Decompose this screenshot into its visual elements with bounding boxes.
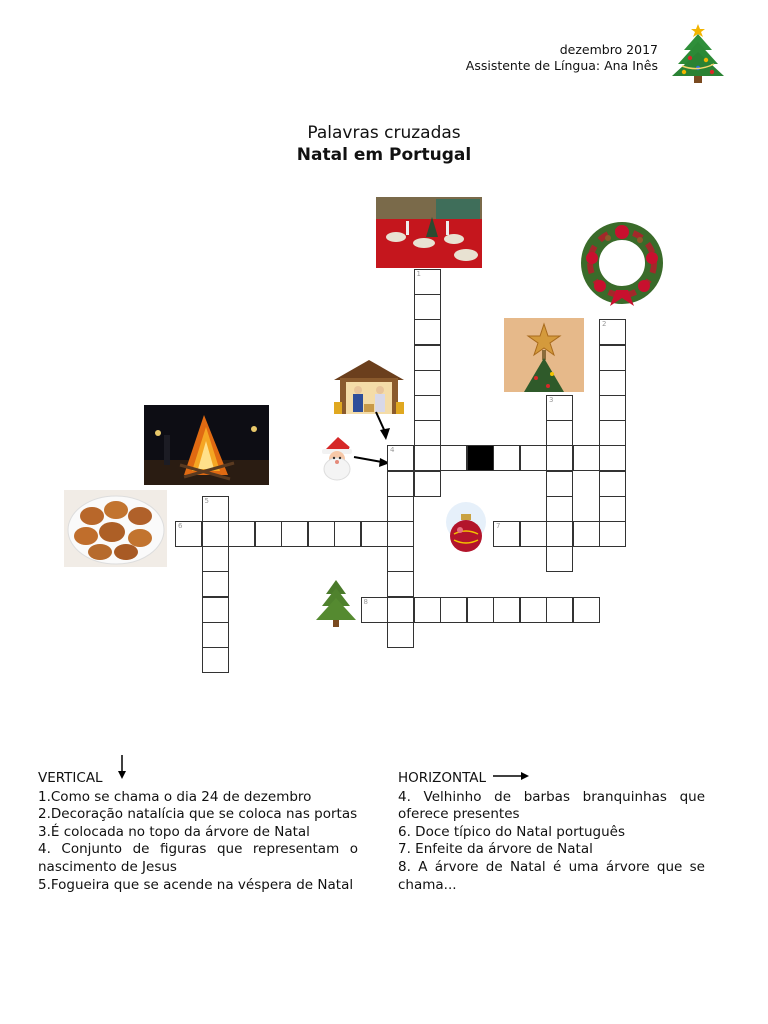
- vertical-heading: VERTICAL: [38, 770, 103, 786]
- crossword-cell[interactable]: [281, 521, 308, 547]
- header-date: dezembro 2017: [559, 42, 658, 57]
- vertical-clue-3: 3.É colocada no topo da árvore de Natal: [38, 823, 310, 840]
- crossword-cell[interactable]: [361, 521, 388, 547]
- crossword-cell[interactable]: [546, 496, 573, 522]
- horizontal-clue-4: 4. Velhinho de barbas branquinhas que oferece presentes: [398, 788, 705, 823]
- crossword-black-cell: [467, 445, 494, 471]
- crossword-cell[interactable]: [546, 521, 573, 547]
- crossword-cell[interactable]: [599, 370, 626, 396]
- clues-horizontal: [398, 770, 705, 894]
- crossword-cell[interactable]: [573, 597, 600, 623]
- crossword-cell[interactable]: [599, 521, 626, 547]
- crossword-cell[interactable]: [202, 546, 229, 572]
- crossword-cell[interactable]: [202, 521, 229, 547]
- crossword-cell[interactable]: [546, 597, 573, 623]
- vertical-clue-1: 1.Como se chama o dia 24 de dezembro: [38, 788, 312, 805]
- crossword-cell[interactable]: [546, 420, 573, 446]
- crossword-cell[interactable]: [440, 445, 467, 471]
- crossword-cell[interactable]: [493, 445, 520, 471]
- horizontal-heading: HORIZONTAL: [398, 770, 487, 786]
- clue-number: 1: [416, 270, 421, 278]
- horizontal-clue-7: 7. Enfeite da árvore de Natal: [398, 841, 593, 858]
- crossword-cell[interactable]: [202, 496, 229, 522]
- horizontal-clue-6: 6. Doce típico do Natal português: [398, 823, 625, 840]
- clue-number: 5: [204, 496, 209, 505]
- crossword-cell[interactable]: [493, 597, 520, 623]
- crossword-cell[interactable]: [599, 420, 626, 446]
- clue-number: 4: [390, 446, 395, 455]
- crossword-cell[interactable]: [414, 319, 441, 345]
- clue-number: 8: [363, 597, 368, 606]
- crossword-cell[interactable]: [599, 496, 626, 522]
- clue-number: 3: [549, 396, 554, 404]
- crossword-cell[interactable]: [520, 597, 547, 623]
- crossword-cell[interactable]: [414, 471, 441, 497]
- crossword-cell[interactable]: [202, 571, 229, 597]
- title-line2: Natal em Portugal: [296, 145, 472, 165]
- crossword-cell[interactable]: [440, 597, 467, 623]
- title-line1: Palavras cruzadas: [307, 123, 461, 143]
- horizontal-clue-8: 8. A árvore de Natal é uma árvore que se chama...: [398, 858, 705, 893]
- crossword-cell[interactable]: [255, 521, 282, 547]
- crossword-cell[interactable]: [599, 445, 626, 471]
- crossword-cell[interactable]: [546, 471, 573, 497]
- clue-number: 7: [496, 522, 501, 530]
- crossword-cell[interactable]: [387, 471, 414, 497]
- crossword-cell[interactable]: [202, 647, 229, 673]
- crossword-cell[interactable]: [175, 521, 202, 547]
- crossword-cell[interactable]: [202, 622, 229, 648]
- crossword-cell[interactable]: [414, 445, 441, 471]
- clues-vertical: [38, 770, 358, 894]
- crossword-cell[interactable]: [573, 521, 600, 547]
- crossword-cell[interactable]: [546, 445, 573, 471]
- clue-number: 6: [178, 522, 183, 530]
- vertical-clue-5: 5.Fogueira que se acende na véspera de Natal: [38, 876, 354, 893]
- crossword-cell[interactable]: [387, 597, 414, 623]
- crossword-cell[interactable]: [467, 597, 494, 623]
- header-author: Assistente de Língua: Ana Inês: [465, 58, 658, 73]
- right-arrow-icon: [492, 770, 530, 782]
- crossword-cell[interactable]: [599, 319, 626, 345]
- vertical-clue-2: 2.Decoração natalícia que se coloca nas portas: [38, 806, 358, 823]
- crossword-cell[interactable]: [414, 395, 441, 421]
- crossword-cell[interactable]: [599, 471, 626, 497]
- crossword-cell[interactable]: [414, 370, 441, 396]
- crossword-cell[interactable]: [520, 521, 547, 547]
- crossword-cell[interactable]: [414, 345, 441, 371]
- clue-number: 2: [602, 320, 607, 329]
- crossword-cell[interactable]: [387, 622, 414, 648]
- crossword-cell[interactable]: [387, 571, 414, 597]
- crossword-cell[interactable]: [387, 496, 414, 522]
- crossword-cell[interactable]: [546, 395, 573, 421]
- crossword-cell[interactable]: [228, 521, 255, 547]
- crossword-cell[interactable]: [414, 420, 441, 446]
- crossword-cell[interactable]: [414, 294, 441, 320]
- crossword-cell[interactable]: [414, 269, 441, 295]
- crossword-cell[interactable]: [387, 445, 414, 471]
- crossword-cell[interactable]: [520, 445, 547, 471]
- crossword-cell[interactable]: [334, 521, 361, 547]
- crossword-cell[interactable]: [599, 345, 626, 371]
- down-arrow-icon: [116, 754, 128, 780]
- crossword-cell[interactable]: [202, 597, 229, 623]
- crossword-cell[interactable]: [493, 521, 520, 547]
- crossword-cell[interactable]: [308, 521, 335, 547]
- vertical-clue-4: 4. Conjunto de figuras que representam o nascimento de Jesus: [38, 841, 358, 875]
- crossword-cell[interactable]: [387, 521, 414, 547]
- crossword-cell[interactable]: [546, 546, 573, 572]
- crossword-cell[interactable]: [387, 546, 414, 572]
- crossword-cell[interactable]: [573, 445, 600, 471]
- crossword-cell[interactable]: [361, 597, 388, 623]
- crossword-cell[interactable]: [414, 597, 441, 623]
- crossword-cell[interactable]: [599, 395, 626, 421]
